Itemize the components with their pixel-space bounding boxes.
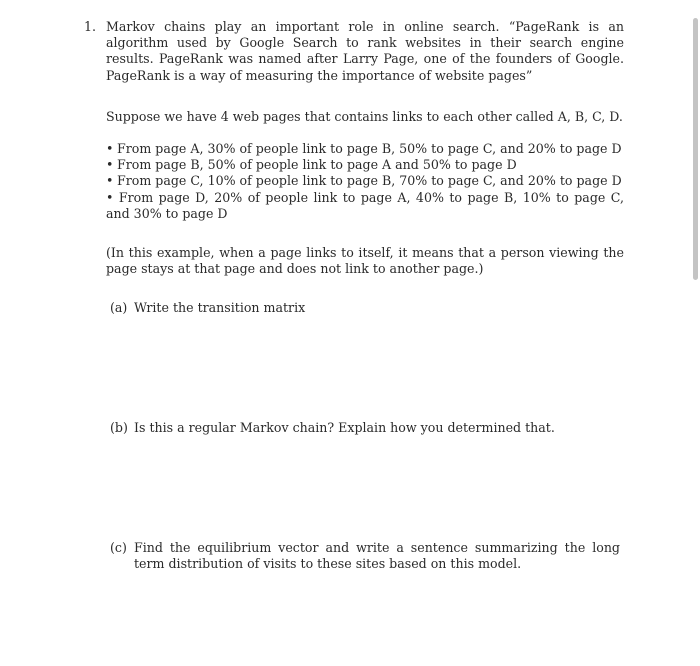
problem-intro: Markov chains play an important role in online search. “PageRank is an algorithm used by Google Search to rank websites in their search engine results. PageRank was named after Larry Page, one of the founders of Google. PageRank is a way of measuring the importance of website pages” [106,19,624,83]
problem-setup: Suppose we have 4 web pages that contains links to each other called A, B, C, D. [106,108,623,124]
list-item [106,157,624,173]
vertical-scrollbar[interactable] [690,0,700,666]
link-probability-list [106,141,624,222]
part-b-text: Is this a regular Markov chain? Explain how you determined that. [134,420,555,435]
list-item-text: From page B, 50% of people link to page A and 50% to page D [117,157,517,173]
part-b [110,420,620,436]
bullet-icon: • [106,189,114,205]
part-c-label: (c) [110,540,127,555]
bullet-icon: • [106,157,114,173]
part-c [110,540,620,572]
problem-1 [84,19,624,277]
bullet-icon: • [106,141,114,157]
list-item-text: From page C, 10% of people link to page B, 70% to page C, and 20% to page D [117,173,622,189]
bullet-icon: • [106,173,114,189]
list-item [106,173,624,189]
list-item-text: From page D, 20% of people link to page A, 40% to page B, 10% to page C, and 30% to page D [106,189,624,221]
part-a [110,300,620,316]
list-item [106,141,624,157]
list-item-text: From page A, 30% of people link to page B, 50% to page C, and 20% to page D [117,141,622,157]
part-a-label: (a) [110,300,128,315]
problem-body [106,19,624,277]
problem-number: 1. [84,19,97,34]
part-a-text: Write the transition matrix [134,300,306,315]
scrollbar-thumb[interactable] [693,18,698,280]
part-c-text: Find the equilibrium vector and write a sentence summarizing the long term distribution of visits to these sites based on this model. [134,540,620,572]
self-link-note: (In this example, when a page links to itself, it means that a person viewing the page stays at that page and does not link to another page.) [106,245,624,277]
list-item [106,190,624,222]
part-b-label: (b) [110,420,128,435]
